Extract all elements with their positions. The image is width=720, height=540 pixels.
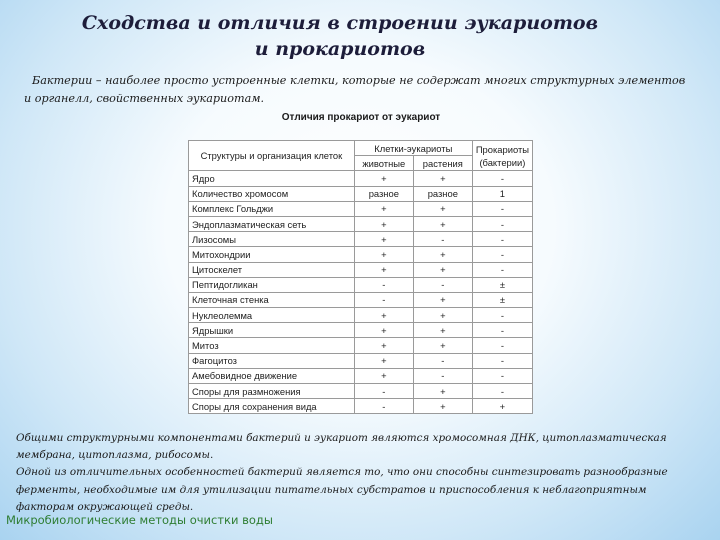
header-structures: Структуры и организация клеток [189,141,355,171]
page-title-line-2: и прокариотов [254,38,426,60]
table-row [189,232,533,247]
row-animal-value: + [354,338,413,353]
row-animal-value: + [354,353,413,368]
row-prokaryote-value: - [472,232,532,247]
table-row [189,399,533,414]
row-animal-value: разное [354,186,413,201]
row-prokaryote-value: - [472,262,532,277]
row-plant-value: + [413,384,472,399]
row-structure-name: Ядро [189,171,355,186]
row-prokaryote-value: - [472,368,532,383]
footer-paragraph-1: Общими структурными компонентами бактерий и эукариот являются хромосомная ДНК, цитоплазматическая мембрана, цитоплазма, рибосомы. [16,432,667,462]
row-structure-name: Эндоплазматическая сеть [189,216,355,231]
table-row [189,353,533,368]
row-structure-name: Лизосомы [189,232,355,247]
table-row [189,247,533,262]
table-row [189,368,533,383]
row-plant-value: - [413,353,472,368]
row-animal-value: + [354,323,413,338]
row-plant-value: + [413,247,472,262]
row-animal-value: + [354,368,413,383]
header-eukaryotes: Клетки-эукариоты [354,141,472,156]
row-prokaryote-value: - [472,171,532,186]
table-body [189,171,533,414]
table-row [189,323,533,338]
footer-paragraph-2: Одной из отличительных особенностей бактерий является то, что они способны синтезировать разнообразные ферменты, необходимые им для утилизации питательных субстратов и приспособления к неблагоприятным факторам окружающей среды. [16,466,668,513]
row-animal-value: + [354,308,413,323]
table-row [189,201,533,216]
row-structure-name: Нуклеолемма [189,308,355,323]
row-structure-name: Амебовидное движение [189,368,355,383]
row-plant-value: - [413,368,472,383]
row-plant-value: + [413,292,472,307]
differences-table [188,140,533,414]
row-animal-value: - [354,384,413,399]
row-prokaryote-value: ± [472,277,532,292]
row-plant-value: разное [413,186,472,201]
row-structure-name: Митоз [189,338,355,353]
table-row [189,277,533,292]
table-row [189,186,533,201]
row-structure-name: Комплекс Гольджи [189,201,355,216]
intro-paragraph: Бактерии – наиболее просто устроенные клетки, которые не содержат многих структурных элементов и органелл, свойственных эукариотам. [24,74,686,105]
table-row [189,292,533,307]
row-animal-value: + [354,262,413,277]
row-animal-value: + [354,216,413,231]
row-plant-value: - [413,277,472,292]
row-plant-value: + [413,399,472,414]
row-prokaryote-value: - [472,323,532,338]
header-prokaryotes: Прокариоты (бактерии) [472,141,532,171]
row-prokaryote-value: - [472,216,532,231]
row-prokaryote-value: - [472,353,532,368]
row-structure-name: Количество хромосом [189,186,355,201]
row-animal-value: - [354,277,413,292]
row-plant-value: - [413,232,472,247]
row-prokaryote-value: ± [472,292,532,307]
row-structure-name: Споры для размножения [189,384,355,399]
row-plant-value: + [413,338,472,353]
row-prokaryote-value: + [472,399,532,414]
footer-text [16,430,706,516]
row-prokaryote-value: - [472,201,532,216]
row-prokaryote-value: - [472,384,532,399]
row-prokaryote-value: - [472,247,532,262]
table-row [189,338,533,353]
row-animal-value: + [354,247,413,262]
row-structure-name: Споры для сохранения вида [189,399,355,414]
table-row [189,216,533,231]
table-row [189,262,533,277]
row-animal-value: + [354,171,413,186]
row-animal-value: - [354,292,413,307]
row-structure-name: Клеточная стенка [189,292,355,307]
row-plant-value: + [413,262,472,277]
header-animals: животные [354,156,413,171]
row-plant-value: + [413,323,472,338]
row-structure-name: Ядрышки [189,323,355,338]
row-prokaryote-value: - [472,338,532,353]
row-prokaryote-value: 1 [472,186,532,201]
row-plant-value: + [413,201,472,216]
row-structure-name: Митохондрии [189,247,355,262]
row-plant-value: + [413,216,472,231]
row-prokaryote-value: - [472,308,532,323]
row-plant-value: + [413,171,472,186]
row-structure-name: Цитоскелет [189,262,355,277]
table-caption: Отличия прокариот от эукариот [281,112,441,123]
row-animal-value: + [354,201,413,216]
row-plant-value: + [413,308,472,323]
page-title: Сходства и отличия в строении эукариотов [81,12,599,34]
table-row [189,384,533,399]
row-animal-value: - [354,399,413,414]
presentation-subtitle: Микробиологические методы очистки воды [6,513,273,527]
table-row [189,171,533,186]
header-plants: растения [413,156,472,171]
row-structure-name: Фагоцитоз [189,353,355,368]
row-structure-name: Пептидогликан [189,277,355,292]
table-row [189,308,533,323]
row-animal-value: + [354,232,413,247]
